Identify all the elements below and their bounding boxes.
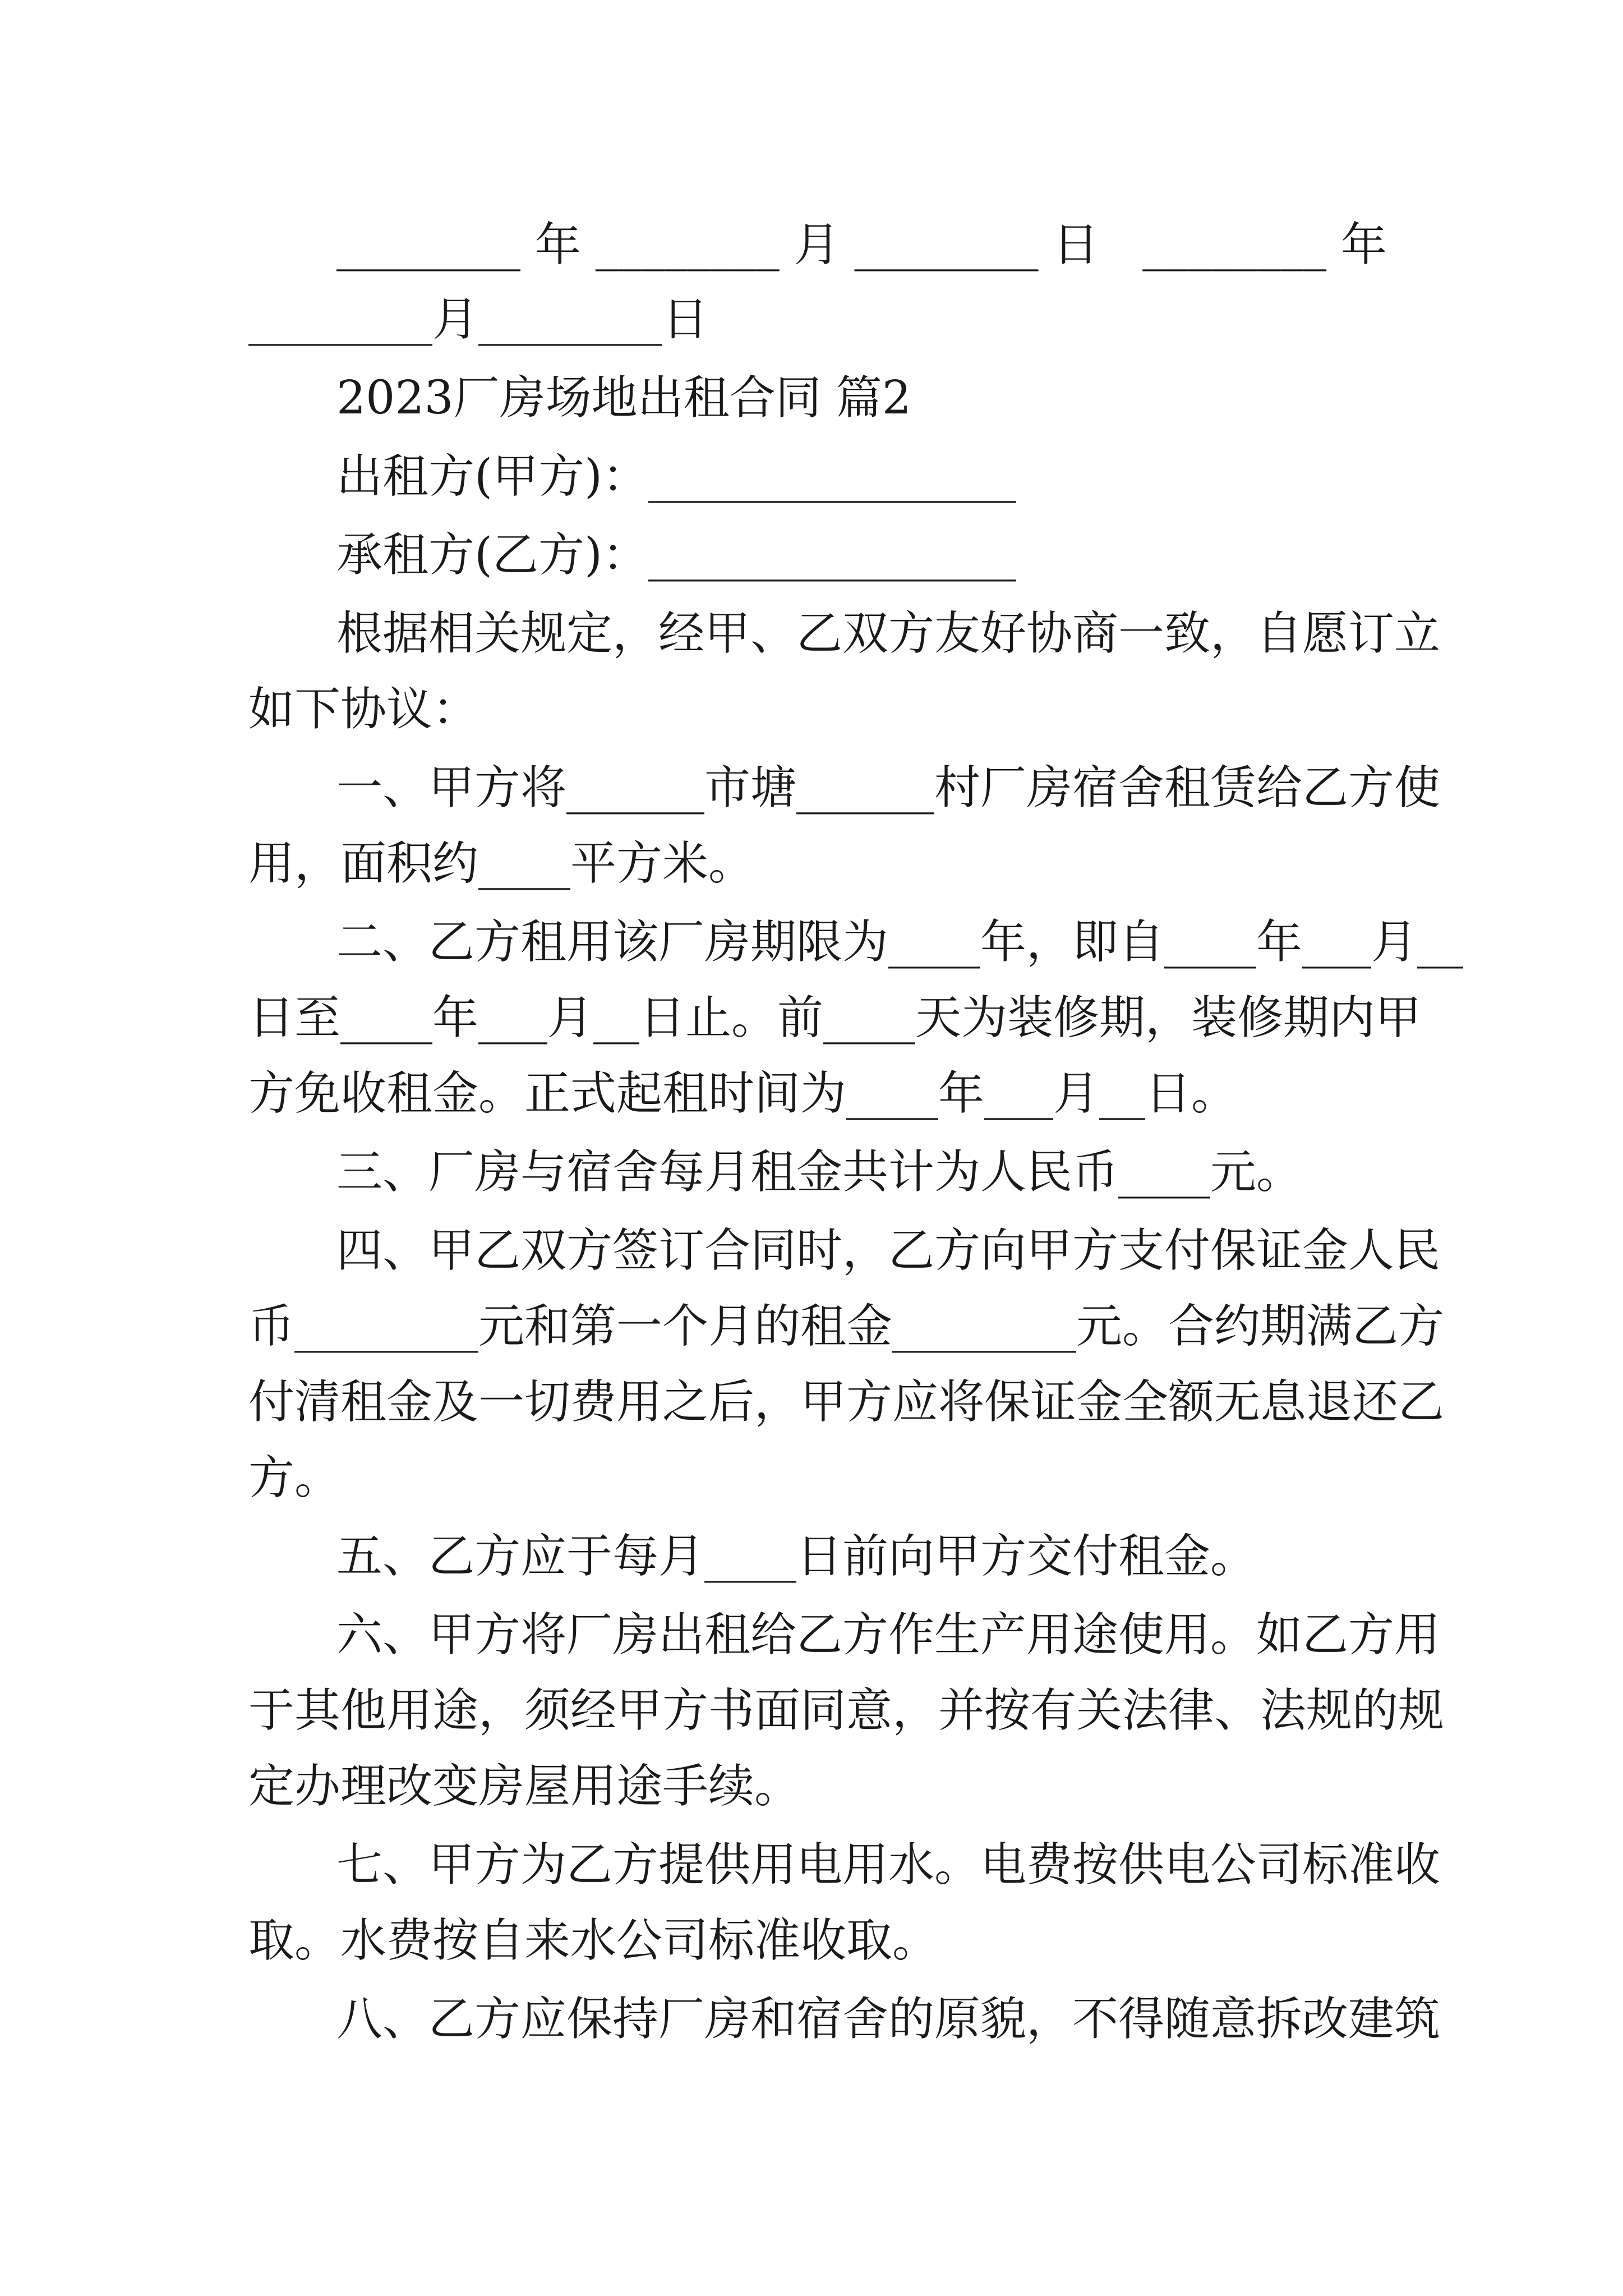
text-line: 出租方(甲方)：________________ (336, 450, 1016, 503)
text-line: 三、厂房与宿舍每月租金共计为人民币____元。 (336, 1145, 1303, 1199)
text-line: 如下协议： (248, 683, 479, 736)
text-line: 取。水费按自来水公司标准收取。 (248, 1914, 939, 1967)
text-line: 方。 (248, 1451, 341, 1504)
section-title: 2023厂房场地出租合同 篇2 (336, 371, 911, 425)
text-line: 七、甲方为乙方提供用电用水。电费按供电公司标准收 (336, 1838, 1441, 1892)
text-line: 四、甲乙双方签订合同时，乙方向甲方支付保证金人民 (336, 1224, 1441, 1277)
text-line: 方免收租金。正式起租时间为____年___月__日。 (248, 1067, 1238, 1120)
text-line: 六、甲方将厂房出租给乙方作生产用途使用。如乙方用 (336, 1608, 1441, 1662)
text-line: 五、乙方应于每月____日前向甲方交付租金。 (336, 1530, 1257, 1583)
text-line: 付清租金及一切费用之后，甲方应将保证金全额无息退还乙 (248, 1375, 1445, 1429)
text-line: 八、乙方应保持厂房和宿舍的原貌，不得随意拆改建筑 (336, 1993, 1441, 2046)
text-line: 日至____年___月__日止。前____天为装修期，装修期内甲 (248, 991, 1422, 1045)
text-line: 承租方(乙方)：________________ (336, 528, 1016, 582)
text-line: 一、甲方将______市塘______村厂房宿舍租赁给乙方使 (336, 761, 1441, 815)
text-line: 币________元和第一个月的租金________元。合约期满乙方 (248, 1300, 1445, 1353)
text-line: 定办理改变房屋用途手续。 (248, 1760, 801, 1813)
text-line: 用，面积约____平方米。 (248, 837, 755, 890)
text-line: 根据相关规定，经甲、乙双方友好协商一致，自愿订立 (336, 607, 1441, 660)
text-line: 二、乙方租用该厂房期限为____年，即自____年___月__ (336, 915, 1464, 969)
text-line: ________年________月________日 ________年 (336, 218, 1387, 272)
text-line: 于其他用途，须经甲方书面同意，并按有关法律、法规的规 (248, 1684, 1445, 1737)
text-line: ________月________日 (248, 293, 708, 346)
